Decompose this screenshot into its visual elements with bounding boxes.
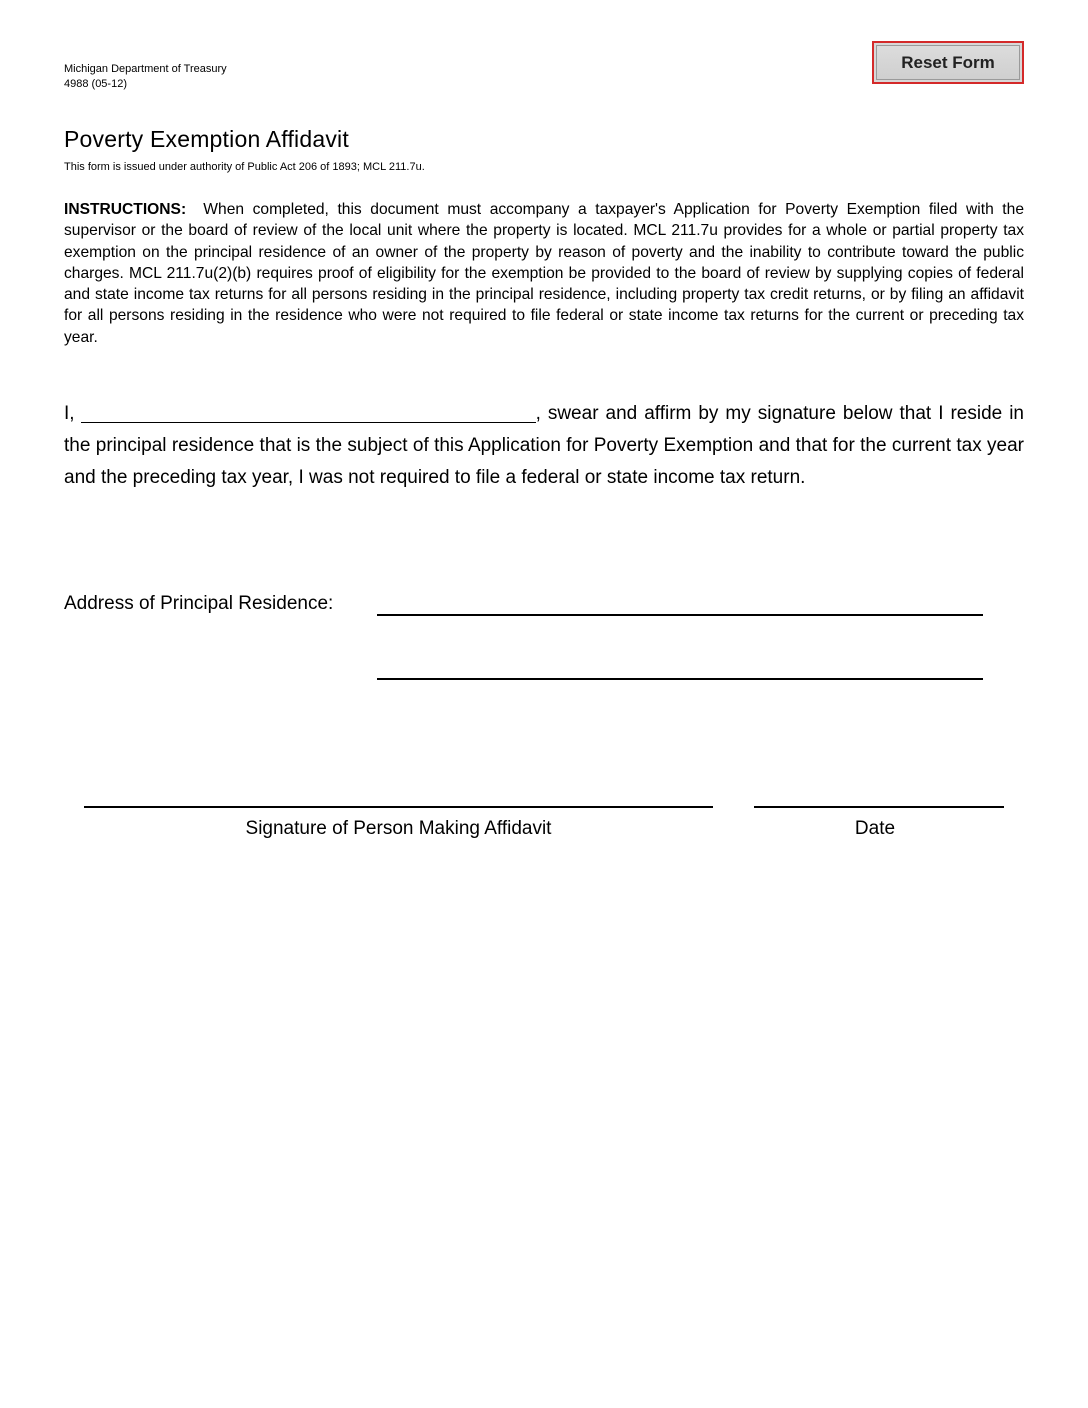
- affirm-body: , swear and affirm by my signature below that I reside in the principal residence that is the subject of this Application for Poverty Exemption and that for the current tax year and the preceding tax year, I was not required to file a federal or state income tax return.: [64, 403, 1024, 488]
- affirmation-paragraph: [64, 398, 1024, 494]
- agency-header: [64, 62, 227, 92]
- form-number: 4988 (05-12): [64, 78, 127, 90]
- address-label: Address of Principal Residence:: [64, 593, 334, 614]
- page-title: Poverty Exemption Affidavit: [64, 126, 349, 152]
- instructions-lead: INSTRUCTIONS:: [64, 201, 187, 218]
- signature-caption: Signature of Person Making Affidavit: [245, 818, 552, 839]
- authority-note: This form is issued under authority of Public Act 206 of 1893; MCL 211.7u.: [64, 161, 425, 173]
- date-field[interactable]: [754, 806, 1004, 808]
- signature-field[interactable]: [84, 806, 713, 808]
- reset-form-button[interactable]: [872, 41, 1024, 84]
- instructions-body: When completed, this document must accompany a taxpayer's Application for Poverty Exemption filed with the supervisor or the board of review of the local unit where the property is located. MCL 211.7u provides for a whole or partial property tax exemption on the principal residence of an owner of the property by reason of poverty and the inability to contribute toward the public charges. MCL 211.7u(2)(b) requires proof of eligibility for the exemption be provided to the board of review by supplying copies of federal and state income tax returns for all persons residing in the principal residence, including property tax credit returns, or by filing an affidavit for all persons residing in the residence who were not required to file federal or state income tax returns for the current or preceding tax year.: [64, 201, 1024, 346]
- name-field[interactable]: [81, 402, 536, 423]
- affirm-prefix: I,: [64, 403, 75, 424]
- reset-form-label: Reset Form: [876, 45, 1020, 80]
- address-field-line-2[interactable]: [377, 678, 983, 680]
- date-caption: Date: [854, 818, 896, 839]
- instructions-paragraph: [64, 199, 1024, 348]
- address-field-line-1[interactable]: [377, 614, 983, 616]
- agency-name: Michigan Department of Treasury: [64, 63, 227, 75]
